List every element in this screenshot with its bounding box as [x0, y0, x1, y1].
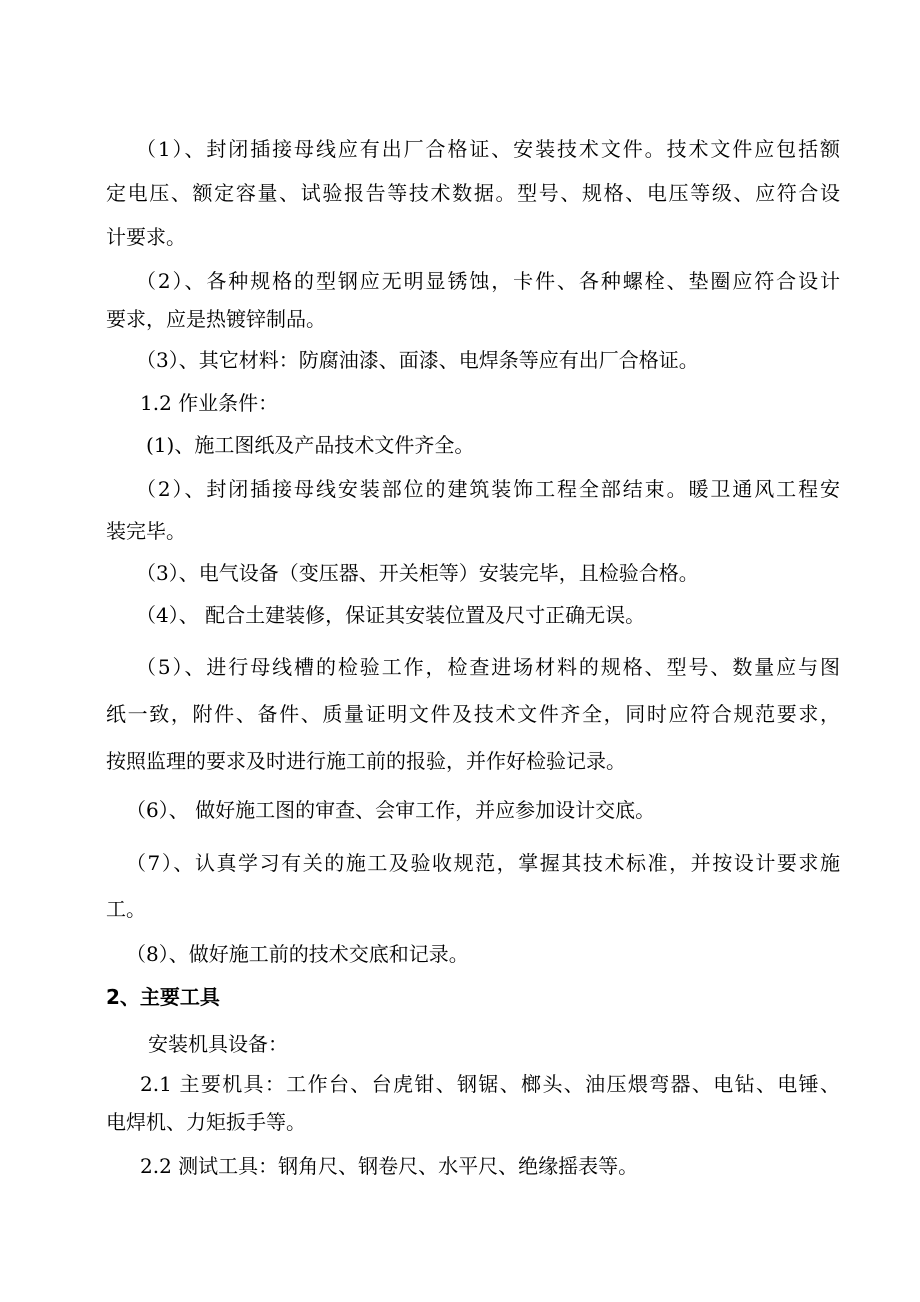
tools-intro: 安装机具设备： [148, 1032, 288, 1056]
material-item-3: （3）、其它材料：防腐油漆、面漆、电焊条等应有出厂合格证。 [136, 348, 699, 372]
material-item-1-line-1: （1）、封闭插接母线应有出厂合格证、安装技术文件。技术文件应包括额 [136, 137, 840, 161]
condition-item-7-line-2: 工。 [106, 897, 146, 921]
condition-item-2-line-2: 装完毕。 [106, 519, 186, 543]
condition-item-7-line-1: （7）、认真学习有关的施工及验收规范，掌握其技术标准，并按设计要求施 [126, 851, 840, 875]
condition-item-4: （4）、 配合土建装修，保证其安装位置及尺寸正确无误。 [136, 603, 646, 627]
condition-item-5-line-1: （5）、进行母线槽的检验工作，检查进场材料的规格、型号、数量应与图 [136, 655, 840, 679]
tools-item-2-1-line-1: 2.1 主要机具：工作台、台虎钳、钢锯、榔头、油压煨弯器、电钻、电锤、 [140, 1072, 840, 1096]
tools-item-2-2: 2.2 测试工具：钢角尺、钢卷尺、水平尺、绝缘摇表等。 [140, 1154, 639, 1178]
condition-item-2-line-1: （2）、封闭插接母线安装部位的建筑装饰工程全部结束。暖卫通风工程安 [136, 477, 840, 501]
condition-item-6: （6）、 做好施工图的审查、会审工作，并应参加设计交底。 [126, 798, 656, 822]
section-2-heading: 2、主要工具 [106, 985, 220, 1009]
condition-item-5-line-2: 纸一致，附件、备件、质量证明文件及技术文件齐全，同时应符合规范要求， [106, 702, 840, 726]
material-item-1-line-3: 计要求。 [106, 225, 186, 249]
condition-item-1: (1)、施工图纸及产品技术文件齐全。 [146, 433, 475, 457]
condition-item-8: （8）、做好施工前的技术交底和记录。 [126, 942, 469, 966]
tools-item-2-1-line-2: 电焊机、力矩扳手等。 [106, 1110, 306, 1134]
material-item-1-line-2: 定电压、额定容量、试验报告等技术数据。型号、规格、电压等级、应符合设 [106, 181, 840, 205]
condition-item-5-line-3: 按照监理的要求及时进行施工前的报验，并作好检验记录。 [106, 749, 626, 773]
condition-item-3: （3）、电气设备（变压器、开关柜等）安装完毕，且检验合格。 [136, 561, 699, 585]
section-1-2-heading: 1.2 作业条件： [140, 391, 279, 415]
material-item-2-line-1: （2）、各种规格的型钢应无明显锈蚀，卡件、各种螺栓、垫圈应符合设计 [136, 269, 840, 293]
material-item-2-line-2: 要求，应是热镀锌制品。 [106, 307, 326, 331]
